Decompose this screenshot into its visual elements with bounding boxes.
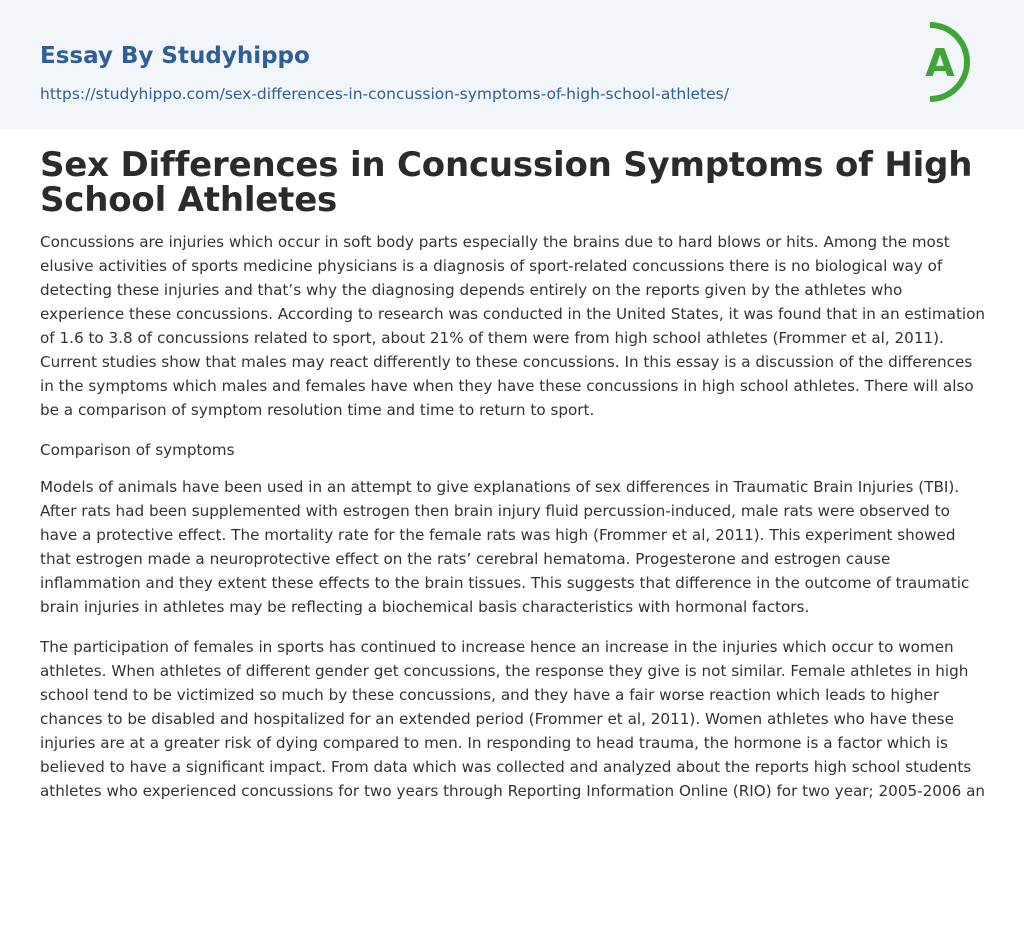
site-header (0, 0, 1024, 129)
essay-url-link[interactable]: https://studyhippo.com/sex-differences-in-concussion-symptoms-of-high-school-athletes/ (40, 85, 729, 103)
essay-paragraph-1: Concussions are injuries which occur in soft body parts especially the brains due to hard blows or hits. Among the most elusive activities of sports medicine physicians is a diagnosis of sport-related concussions there is no biological way of detecting these injuries and that’s why the diagnosing depends entirely on the reports given by the athletes who experience these concussions. According to research was conducted in the United States, it was found that in an estimation of 1.6 to 3.8 of concussions related to sport, about 21% of them were from high school athletes (Frommer et al, 2011). Current studies show that males may react differently to these concussions. In this essay is a discussion of the differences in the symptoms which males and females have when they have these concussions in high school athletes. There will also be a comparison of symptom resolution time and time to return to sport. (40, 233, 986, 419)
essay-content (40, 145, 988, 803)
essay-paragraph-3: The participation of females in sports has continued to increase hence an increase in the injuries which occur to women athletes. When athletes of different gender get concussions, the response they give is not similar. Female athletes in high school tend to be victimized so much by these concussions, and they have a fair worse reaction which leads to higher chances to be disabled and hospitalized for an extended period (Frommer et al, 2011). Women athletes who have these injuries are at a greater risk of dying compared to men. In responding to head trauma, the hormone is a factor which is believed to have a significant impact. From data which was collected and analyzed about the reports high school students athletes who experienced concussions for two years through Reporting Information Online (RIO) for two year; 2005-2006 an (40, 638, 986, 800)
brand-title[interactable]: Essay By Studyhippo (40, 43, 310, 69)
studyhippo-a-logo-icon[interactable] (912, 18, 988, 106)
essay-title: Sex Differences in Concussion Symptoms of High School Athletes (40, 145, 973, 220)
section-heading-comparison: Comparison of symptoms (40, 441, 235, 459)
logo-letter: A (925, 41, 955, 85)
essay-paragraph-2: Models of animals have been used in an attempt to give explanations of sex differences in Traumatic Brain Injuries (TBI). After rats had been supplemented with estrogen then brain injury fluid percussion-induced, male rats were observed to have a protective effect. The mortality rate for the female rats was high (Frommer et al, 2011). This experiment showed that estrogen made a neuroprotective effect on the rats’ cerebral hematoma. Progesterone and estrogen cause inflammation and they extent these effects to the brain tissues. This suggests that difference in the outcome of traumatic brain injuries in athletes may be reflecting a biochemical basis characteristics with hormonal factors. (40, 478, 970, 616)
